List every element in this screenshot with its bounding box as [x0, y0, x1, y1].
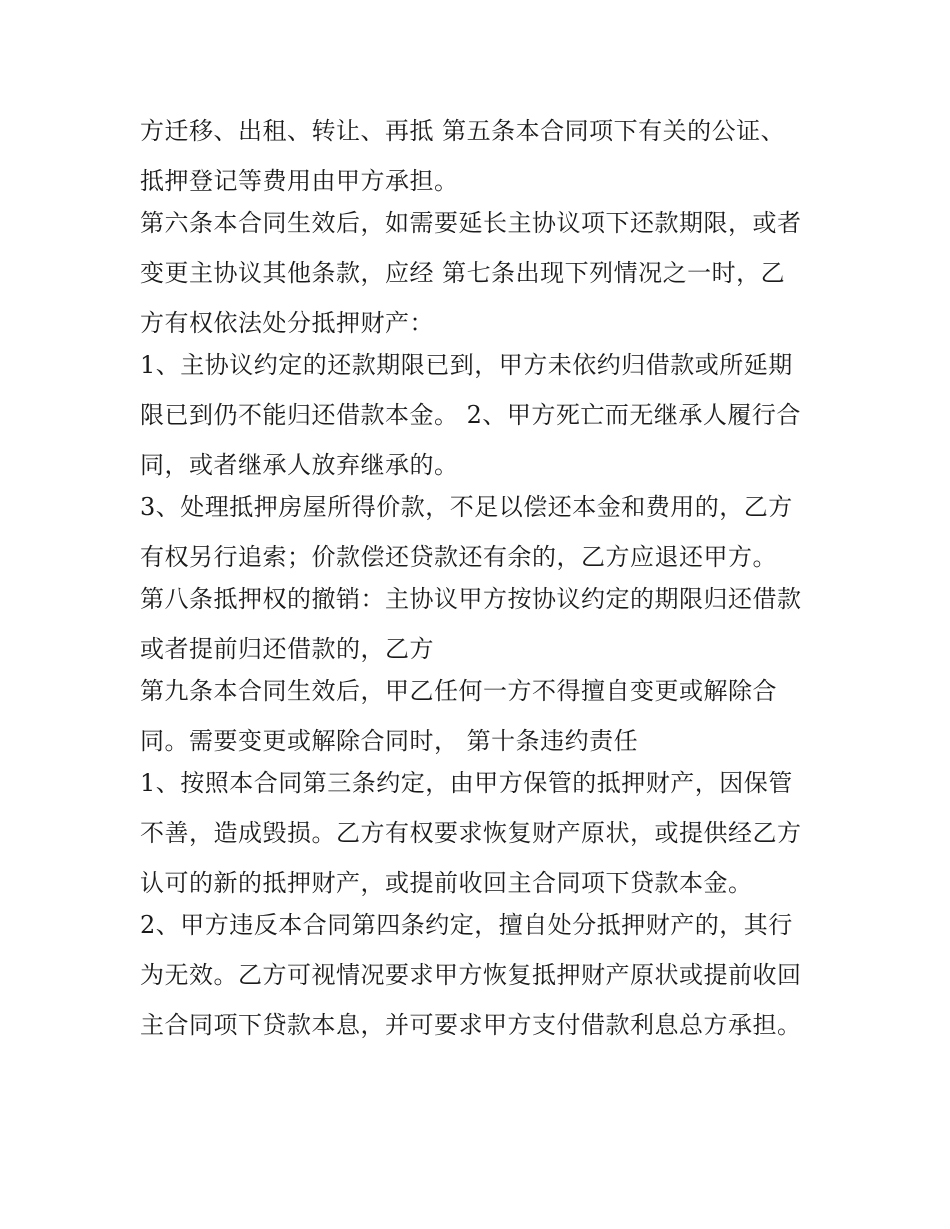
text-line-2: 抵押登记等费用由甲方承担。 — [140, 167, 459, 195]
text-line-16: 不善，造成毁损。乙方有权要求恢复财产原状，或提供经乙方 — [140, 819, 802, 847]
text-line-20: 主合同项下贷款本息，并可要求甲方支付借款利息总方承担。 — [140, 1011, 802, 1039]
text-line-15: 1、按照本合同第三条约定，由甲方保管的抵押财产，因保管 — [140, 769, 793, 797]
text-line-10: 有权另行追索；价款偿还贷款还有余的，乙方应退还甲方。 — [140, 543, 777, 571]
text-line-5: 方有权依法处分抵押财产： — [140, 309, 434, 337]
text-line-13: 第九条本合同生效后，甲乙任何一方不得擅自变更或解除合 — [140, 677, 777, 705]
document-body — [140, 106, 820, 1050]
text-line-11: 第八条抵押权的撤销：主协议甲方按协议约定的期限归还借款 — [140, 585, 802, 613]
text-line-7: 限已到仍不能归还借款本金。 2、甲方死亡而无继承人履行合 — [140, 401, 801, 429]
text-line-19: 为无效。乙方可视情况要求甲方恢复抵押财产原状或提前收回 — [140, 961, 802, 989]
text-line-17: 认可的新的抵押财产，或提前收回主合同项下贷款本金。 — [140, 869, 753, 897]
text-line-1: 方迁移、出租、转让、再抵 第五条本合同项下有关的公证、 — [140, 117, 786, 145]
text-line-18: 2、甲方违反本合同第四条约定，擅自处分抵押财产的，其行 — [140, 911, 793, 939]
text-line-12: 或者提前归还借款的，乙方 — [140, 635, 434, 663]
text-line-14: 同。需要变更或解除合同时， 第十条违约责任 — [140, 727, 639, 755]
text-line-6: 1、主协议约定的还款期限已到，甲方未依约归借款或所延期 — [140, 351, 793, 379]
text-line-4: 变更主协议其他条款，应经 第七条出现下列情况之一时，乙 — [140, 259, 786, 287]
text-line-3: 第六条本合同生效后，如需要延长主协议项下还款期限，或者 — [140, 209, 802, 237]
text-line-8: 同，或者继承人放弃继承的。 — [140, 451, 459, 479]
text-line-9: 3、处理抵押房屋所得价款，不足以偿还本金和费用的，乙方 — [140, 493, 793, 521]
